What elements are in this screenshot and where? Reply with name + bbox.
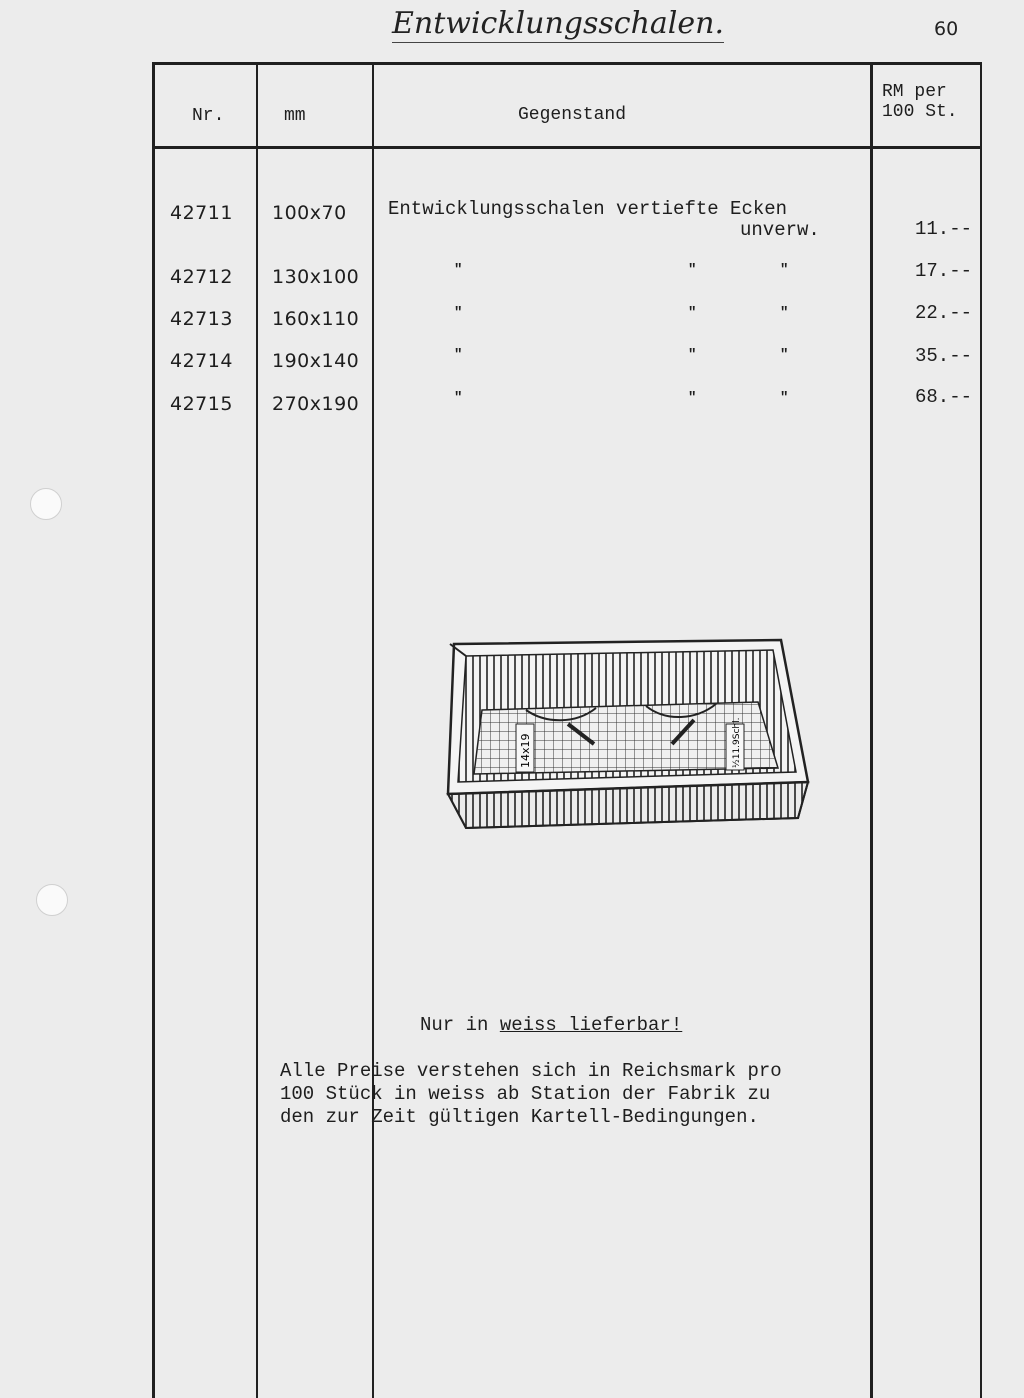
ditto-mark: " <box>780 390 789 406</box>
page-number: 60 <box>934 18 959 40</box>
row-price: 22.-- <box>914 302 972 324</box>
terms-line-3: den zur Zeit gültigen Kartell-Bedingungen. <box>280 1106 759 1128</box>
availability-emphasis: weiss lieferbar! <box>499 1014 683 1036</box>
ditto-mark: " <box>688 305 697 321</box>
row-nr: 42713 <box>170 308 233 330</box>
row-mm: 130x100 <box>272 266 360 288</box>
row-mm: 270x190 <box>272 393 360 415</box>
table-top-rule <box>152 62 982 65</box>
ditto-mark: " <box>454 390 463 406</box>
row-mm: 100x70 <box>272 202 347 224</box>
table-header-rule <box>152 146 982 149</box>
ditto-mark: " <box>454 347 463 363</box>
row-nr: 42711 <box>170 202 233 224</box>
ditto-mark: " <box>780 347 789 363</box>
header-price-line1: RM per <box>882 82 947 102</box>
row-price: 35.-- <box>914 345 972 367</box>
tray-label-right: ½11.9Schl. <box>732 717 742 768</box>
ditto-mark: " <box>780 262 789 278</box>
punch-hole-lower <box>36 884 68 916</box>
developing-tray-illustration <box>436 632 816 832</box>
row-nr: 42714 <box>170 350 233 372</box>
row-description-cont: unverw. <box>740 219 820 241</box>
column-rule-left <box>152 62 155 1398</box>
row-price: 11.-- <box>914 218 972 240</box>
header-mm: mm <box>284 106 306 126</box>
availability-note <box>420 1014 682 1036</box>
terms-line-2: 100 Stück in weiss ab Station der Fabrik zu <box>280 1083 771 1105</box>
row-description: Entwicklungsschalen vertiefte Ecken <box>388 198 788 220</box>
row-mm: 190x140 <box>272 350 360 372</box>
terms-line-1: Alle Preise verstehen sich in Reichsmark pro <box>280 1060 782 1082</box>
row-price: 17.-- <box>914 260 972 282</box>
row-price: 68.-- <box>914 386 972 408</box>
row-mm: 160x110 <box>272 308 360 330</box>
row-nr: 42715 <box>170 393 233 415</box>
header-gegenstand: Gegenstand <box>518 105 627 125</box>
header-nr: Nr. <box>192 106 225 126</box>
tray-label-left: 14x19 <box>519 733 532 768</box>
column-rule-mm-desc <box>372 62 374 1398</box>
availability-prefix: Nur in <box>420 1014 500 1036</box>
ditto-mark: " <box>688 262 697 278</box>
punch-hole-upper <box>30 488 62 520</box>
header-price-line2: 100 St. <box>882 102 958 122</box>
ditto-mark: " <box>454 305 463 321</box>
column-rule-nr-mm <box>256 62 258 1398</box>
row-nr: 42712 <box>170 266 233 288</box>
ditto-mark: " <box>688 347 697 363</box>
column-rule-right <box>980 62 982 1398</box>
column-rule-desc-price <box>870 62 873 1398</box>
ditto-mark: " <box>688 390 697 406</box>
ditto-mark: " <box>454 262 463 278</box>
page-title: Entwicklungsschalen. <box>392 6 724 41</box>
ditto-mark: " <box>780 305 789 321</box>
